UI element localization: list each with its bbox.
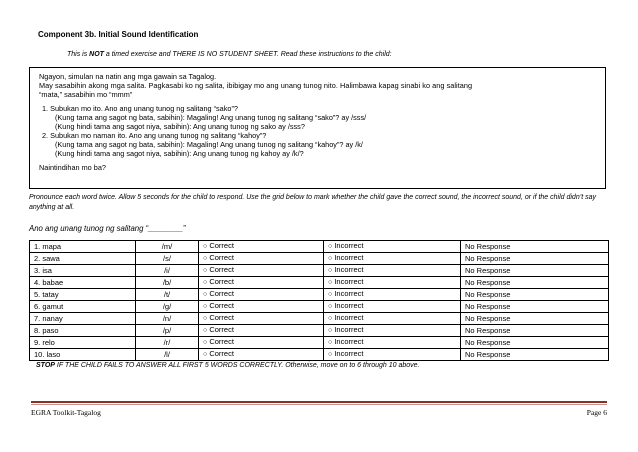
sound-cell: [136, 241, 199, 253]
word-cell: [30, 301, 136, 313]
no-response-option[interactable]: [461, 301, 609, 313]
no-response-label: No Response: [465, 301, 511, 311]
stop-rest: IF THE CHILD FAILS TO ANSWER ALL FIRST 5 WORDS CORRECTLY. Otherwise, move on to 6 through 10 above.: [54, 362, 420, 369]
correct-option[interactable]: [199, 277, 324, 289]
footer-rule: [31, 401, 607, 403]
correct-label: Correct: [209, 265, 234, 274]
table-row: [30, 289, 609, 301]
word-label: 5. tatay: [34, 289, 59, 299]
word-cell: [30, 325, 136, 337]
box-item-1-incorrect: (Kung hindi tama ang sagot niya, sabihin): Ang unang tunog ng sako ay /sss?: [55, 122, 305, 131]
no-response-label: No Response: [465, 349, 511, 359]
word-label: 10. laso: [34, 349, 61, 359]
word-cell: [30, 241, 136, 253]
no-response-option[interactable]: [461, 349, 609, 361]
radio-circle-icon[interactable]: ○: [203, 279, 208, 286]
stop-bold: STOP: [36, 362, 55, 369]
radio-circle-icon[interactable]: ○: [328, 351, 333, 358]
intro-not: NOT: [89, 51, 104, 58]
no-response-label: No Response: [465, 265, 511, 275]
incorrect-option[interactable]: [324, 313, 461, 325]
word-cell: [30, 289, 136, 301]
correct-label: Correct: [209, 253, 234, 262]
correct-option[interactable]: [199, 337, 324, 349]
radio-circle-icon[interactable]: ○: [328, 303, 333, 310]
response-grid: [29, 240, 609, 361]
no-response-option[interactable]: [461, 277, 609, 289]
correct-label: Correct: [209, 349, 234, 358]
word-cell: [30, 265, 136, 277]
sound-label: /s/: [163, 253, 171, 263]
intro-post: a timed exercise and THERE IS NO STUDENT SHEET. Read these instructions to the child:: [103, 51, 392, 58]
table-row: [30, 301, 609, 313]
no-response-option[interactable]: [461, 289, 609, 301]
no-response-label: No Response: [465, 241, 511, 251]
incorrect-option[interactable]: [324, 325, 461, 337]
stop-rule: [36, 362, 419, 369]
table-row: [30, 325, 609, 337]
intro-pre: This is: [67, 51, 90, 58]
radio-circle-icon[interactable]: ○: [203, 255, 208, 262]
no-response-option[interactable]: [461, 253, 609, 265]
word-label: 6. gamut: [34, 301, 64, 311]
sound-cell: [136, 337, 199, 349]
sound-label: /b/: [162, 277, 172, 287]
word-cell: [30, 277, 136, 289]
table-row: [30, 349, 609, 361]
incorrect-label: Incorrect: [334, 301, 364, 310]
word-cell: [30, 313, 136, 325]
scoring-instructions: Pronounce each word twice. Allow 5 seconds for the child to respond. Use the grid below to mark whether the child gave the correct sound, the incorrect sound, or if the child didn’t say anything at all.: [29, 194, 597, 211]
word-label: 9. relo: [34, 337, 55, 347]
box-item-1-correct: (Kung tama ang sagot ng bata, sabihin): Magaling! Ang unang tunog ng salitang “sako”? ay /sss/: [55, 113, 367, 122]
word-label: 2. sawa: [34, 253, 60, 263]
no-response-option[interactable]: [461, 313, 609, 325]
word-cell: [30, 337, 136, 349]
sound-label: /i/: [164, 265, 170, 275]
sound-cell: [136, 349, 199, 361]
correct-label: Correct: [209, 313, 234, 322]
radio-circle-icon[interactable]: ○: [203, 303, 208, 310]
sound-label: /t/: [163, 289, 171, 299]
no-response-label: No Response: [465, 325, 511, 335]
no-response-label: No Response: [465, 277, 511, 287]
correct-label: Correct: [209, 325, 234, 334]
no-response-option[interactable]: [461, 241, 609, 253]
word-label: 8. paso: [34, 325, 59, 335]
correct-option[interactable]: [199, 313, 324, 325]
table-row: [30, 337, 609, 349]
radio-circle-icon[interactable]: ○: [203, 291, 208, 298]
word-label: 1. mapa: [34, 241, 62, 251]
incorrect-label: Incorrect: [334, 349, 364, 358]
correct-label: Correct: [209, 241, 234, 250]
radio-circle-icon[interactable]: ○: [203, 243, 208, 250]
radio-circle-icon[interactable]: ○: [328, 327, 333, 334]
no-response-option[interactable]: [461, 265, 609, 277]
radio-circle-icon[interactable]: ○: [203, 327, 208, 334]
incorrect-label: Incorrect: [334, 337, 364, 346]
sound-label: /g/: [162, 301, 172, 311]
correct-label: Correct: [209, 277, 234, 286]
incorrect-label: Incorrect: [334, 253, 364, 262]
sound-label: /n/: [162, 313, 172, 323]
box-line-2: May sasabihin akong mga salita. Pagkasabi ko ng salita, ibibigay mo ang unang tunog nito. Halimbawa kapag sinabi ko ang salitang: [39, 81, 473, 90]
correct-label: Correct: [209, 301, 234, 310]
table-row: [30, 241, 609, 253]
read-aloud-box: [29, 67, 606, 189]
page-number: Page 6: [586, 408, 607, 417]
correct-option[interactable]: [199, 349, 324, 361]
sound-label: /p/: [162, 325, 172, 335]
footer-rule-thin: [31, 404, 607, 405]
incorrect-option[interactable]: [324, 289, 461, 301]
sound-cell: [136, 325, 199, 337]
incorrect-option[interactable]: [324, 301, 461, 313]
sound-cell: [136, 253, 199, 265]
no-response-label: No Response: [465, 289, 511, 299]
table-row: [30, 253, 609, 265]
box-line-3: “mata,” sasabihin mo “mmm”: [39, 90, 133, 99]
sound-label: /l/: [164, 349, 170, 359]
correct-option[interactable]: [199, 253, 324, 265]
sound-cell: [136, 289, 199, 301]
incorrect-label: Incorrect: [334, 277, 364, 286]
correct-option[interactable]: [199, 265, 324, 277]
sound-cell: [136, 265, 199, 277]
incorrect-label: Incorrect: [334, 241, 364, 250]
incorrect-label: Incorrect: [334, 325, 364, 334]
correct-option[interactable]: [199, 325, 324, 337]
sound-cell: [136, 313, 199, 325]
sound-label: /r/: [163, 337, 171, 347]
sound-cell: [136, 301, 199, 313]
sound-cell: [136, 277, 199, 289]
word-label: 7. nanay: [34, 313, 63, 323]
table-row: [30, 313, 609, 325]
incorrect-option[interactable]: [324, 253, 461, 265]
box-last-line: Naintindihan mo ba?: [39, 163, 106, 172]
radio-circle-icon[interactable]: ○: [203, 339, 208, 346]
incorrect-option[interactable]: [324, 241, 461, 253]
box-item-1: 1. Subukan mo ito. Ano ang unang tunog ng salitang “sako”?: [42, 104, 238, 113]
no-response-label: No Response: [465, 253, 511, 263]
box-line-1: Ngayon, simulan na natin ang mga gawain sa Tagalog.: [39, 72, 217, 81]
incorrect-option[interactable]: [324, 337, 461, 349]
radio-circle-icon[interactable]: ○: [328, 291, 333, 298]
incorrect-label: Incorrect: [334, 313, 364, 322]
no-response-label: No Response: [465, 337, 511, 347]
box-item-2-incorrect: (Kung hindi tama ang sagot niya, sabihin): Ang unang tunog ng kahoy ay /k/?: [55, 149, 304, 158]
word-label: 3. isa: [34, 265, 52, 275]
radio-circle-icon[interactable]: ○: [328, 267, 333, 274]
component-heading: Component 3b. Initial Sound Identification: [38, 30, 199, 39]
word-label: 4. babae: [34, 277, 64, 287]
no-response-label: No Response: [465, 313, 511, 323]
radio-circle-icon[interactable]: ○: [328, 339, 333, 346]
table-row: [30, 265, 609, 277]
sound-label: /m/: [161, 241, 173, 251]
no-response-option[interactable]: [461, 337, 609, 349]
correct-option[interactable]: [199, 289, 324, 301]
radio-circle-icon[interactable]: ○: [203, 267, 208, 274]
radio-circle-icon[interactable]: ○: [328, 243, 333, 250]
table-row: [30, 277, 609, 289]
box-item-2-correct: (Kung tama ang sagot ng bata, sabihin): Magaling! Ang unang tunog ng salitang “kahoy”? ay /k/: [55, 140, 363, 149]
correct-label: Correct: [209, 289, 234, 298]
radio-circle-icon[interactable]: ○: [203, 351, 208, 358]
word-cell: [30, 253, 136, 265]
incorrect-label: Incorrect: [334, 289, 364, 298]
incorrect-option[interactable]: [324, 277, 461, 289]
correct-option[interactable]: [199, 241, 324, 253]
incorrect-label: Incorrect: [334, 265, 364, 274]
intro-instructions: [67, 51, 392, 58]
radio-circle-icon[interactable]: ○: [328, 279, 333, 286]
word-cell: [30, 349, 136, 361]
no-response-option[interactable]: [461, 325, 609, 337]
incorrect-option[interactable]: [324, 265, 461, 277]
radio-circle-icon[interactable]: ○: [203, 315, 208, 322]
correct-label: Correct: [209, 337, 234, 346]
radio-circle-icon[interactable]: ○: [328, 315, 333, 322]
prompt-line: Ano ang unang tunog ng salitang “________”: [29, 224, 186, 233]
footer-title: EGRA Toolkit-Tagalog: [31, 408, 101, 417]
box-item-2: 2. Subukan mo naman ito. Ano ang unang tunog ng salitang “kahoy”?: [42, 131, 267, 140]
incorrect-option[interactable]: [324, 349, 461, 361]
radio-circle-icon[interactable]: ○: [328, 255, 333, 262]
correct-option[interactable]: [199, 301, 324, 313]
